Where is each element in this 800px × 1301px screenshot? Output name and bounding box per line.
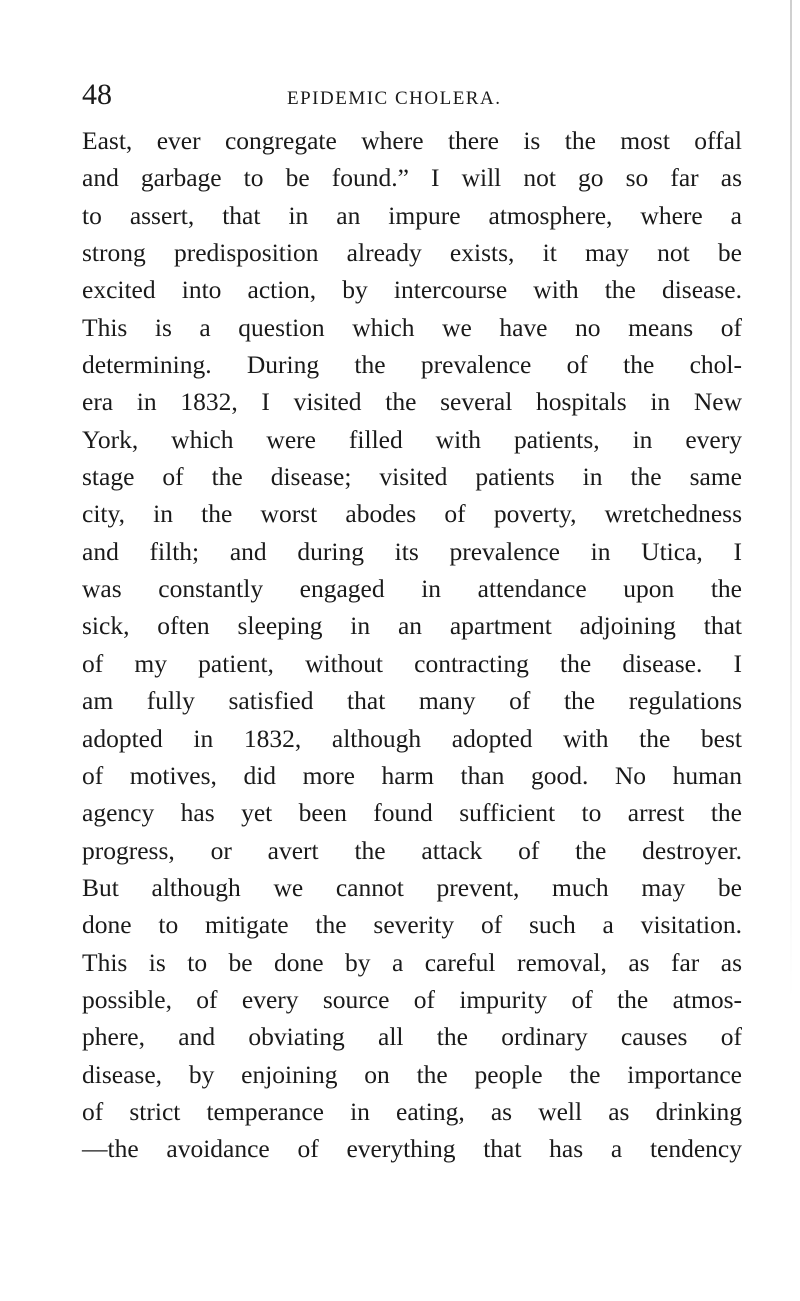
text-line: to assert, that in an impure atmosphere, where a (82, 200, 742, 230)
text-line: stage of the disease; visited patients in the same (82, 462, 742, 492)
text-line: But although we cannot prevent, much may be (82, 872, 742, 902)
text-line: excited into action, by intercourse with the disease. (82, 275, 742, 305)
body-paragraph (82, 122, 742, 1168)
text-line: agency has yet been found sufficient to arrest the (82, 798, 742, 828)
text-line: possible, of every source of impurity of the atmos- (82, 984, 742, 1014)
text-line: and filth; and during its prevalence in Utica, I (82, 536, 742, 566)
text-line: am fully satisfied that many of the regulations (82, 686, 742, 716)
text-line: York, which were filled with patients, in every (82, 424, 742, 454)
text-line: was constantly engaged in attendance upon the (82, 574, 742, 604)
text-line: of my patient, without contracting the disease. I (82, 648, 742, 678)
text-line: city, in the worst abodes of poverty, wretchedness (82, 499, 742, 529)
text-line: sick, often sleeping in an apartment adjoining that (82, 611, 742, 641)
text-line: adopted in 1832, although adopted with the best (82, 723, 742, 753)
text-line: progress, or avert the attack of the destroyer. (82, 835, 742, 865)
text-line: This is a question which we have no means of (82, 312, 742, 342)
text-line: of strict temperance in eating, as well as drinking (82, 1096, 742, 1126)
text-line: determining. During the prevalence of the chol- (82, 350, 742, 380)
text-line: of motives, did more harm than good. No human (82, 760, 742, 790)
page-number: 48 (82, 78, 112, 111)
page-edge-shadow (790, 0, 792, 1000)
text-line: This is to be done by a careful removal, as far as (82, 947, 742, 977)
text-line: phere, and obviating all the ordinary causes of (82, 1022, 742, 1052)
text-line: disease, by enjoining on the people the importance (82, 1059, 742, 1089)
text-line: era in 1832, I visited the several hospitals in New (82, 387, 742, 417)
text-line: strong predisposition already exists, it may not be (82, 238, 742, 268)
running-title: EPIDEMIC CHOLERA. (287, 88, 502, 109)
text-line: and garbage to be found.” I will not go so far as (82, 163, 742, 193)
text-line: East, ever congregate where there is the most offal (82, 126, 742, 155)
text-line: done to mitigate the severity of such a visitation. (82, 910, 742, 940)
text-line: —the avoidance of everything that has a tendency (82, 1134, 742, 1164)
